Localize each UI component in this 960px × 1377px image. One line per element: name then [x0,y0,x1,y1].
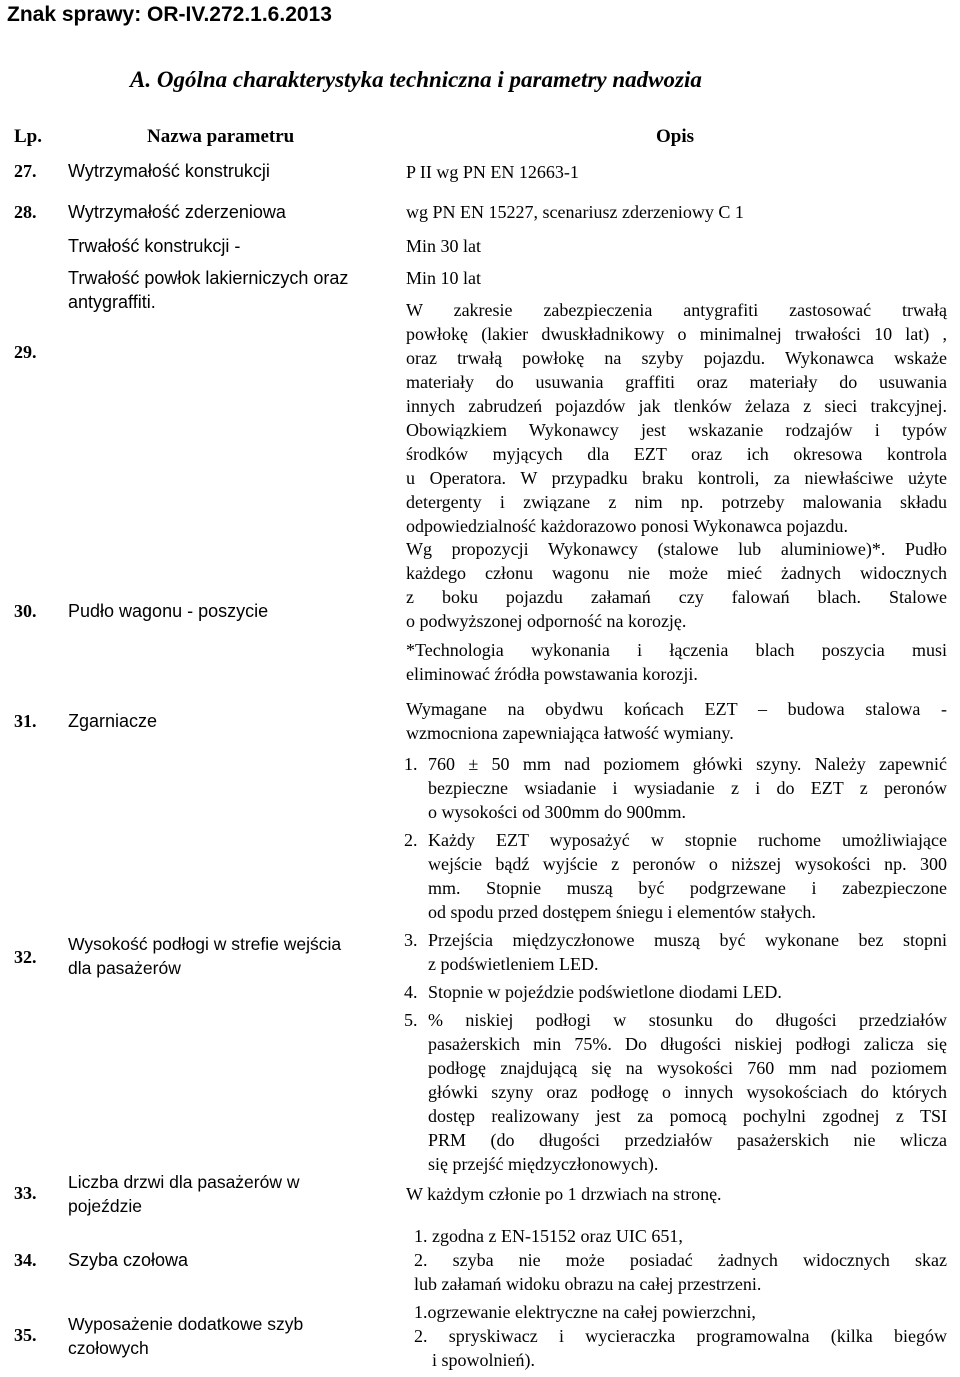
row-29-desc-line: Min 10 lat [406,268,481,288]
row-29-name-line: Trwałość konstrukcji - [68,236,241,256]
row-29-desc-line: Obowiązkiem Wykonawcy jest wskazanie rodzajów i typów [406,420,947,440]
row-27-description: P II wg PN EN 12663-1 [406,162,579,182]
row-34-name: Szyba czołowa [68,1250,189,1270]
list-item-line: z podświetleniem LED. [428,954,599,974]
list-item-line: Przejścia międzyczłonowe muszą być wykonane bez stopni [428,930,947,950]
list-item-line: Każdy EZT wyposażyć w stopnie ruchome umożliwiające [428,830,947,850]
row-30-desc-line: o podwyższonej odporność na korozję. [406,611,687,631]
row-27-number: 27. [14,161,37,181]
list-item-line: się przejść międzyczłonowych). [428,1154,659,1174]
row-35-desc-line: 2. spryskiwacz i wycieraczka programowalna (kilka biegów [414,1326,947,1346]
row-30-desc-line: eliminować źródła powstawania korozji. [406,664,698,684]
list-item-line: od spodu przed dostępem śniegu i elementów stałych. [428,902,816,922]
row-29-desc-line: Min 30 lat [406,236,481,256]
row-35-description [414,1300,947,1372]
list-item [404,828,947,924]
row-29-desc-line: detergenty i związane z nim np. potrzeby malowania składu [406,492,947,512]
row-29-name-line: antygraffiti. [68,292,156,312]
row-30-name: Pudło wagonu - poszycie [68,601,269,621]
header-parameter-name: Nazwa parametru [147,126,295,147]
list-item [404,928,947,976]
row-35-name-line: czołowych [68,1338,149,1358]
list-item-line: o wysokości od 300mm do 900mm. [428,802,687,822]
row-27-name: Wytrzymałość konstrukcji [68,161,270,181]
row-29-desc-line: materiały do usuwania graffiti oraz materiały do usuwania [406,372,947,392]
section-title: A. Ogólna charakterystyka techniczna i parametry nadwozia [130,67,702,92]
list-item-line: pasażerskich min 75%. Do długości niskiej podłogi zalicza się [428,1034,947,1054]
case-reference: Znak sprawy: OR-IV.272.1.6.2013 [7,3,332,26]
row-31-desc-line: wzmocniona zapewniająca łatwość wymiany. [406,723,734,743]
row-28-number: 28. [14,202,37,222]
row-34-desc-line: 2. szyba nie może posiadać żadnych widocznych skaz [414,1250,947,1270]
list-item [404,1008,947,1176]
row-30-desc-line: każdego członu wagonu nie może mieć żadnych widocznych [406,563,947,583]
row-35-desc-line: 1.ogrzewanie elektryczne na całej powierzchni, [414,1302,756,1322]
row-33-name-line: pojeździe [68,1196,142,1216]
list-item-line: PRM (do długości przedziałów pasażerskich nie wlicza [428,1130,947,1150]
list-item-line: główki szyny oraz podłogę o innych wysokościach do których [428,1082,947,1102]
row-33-name [68,1170,388,1218]
row-35-name [68,1312,388,1360]
row-30-desc-line: z boku pojazdu załamań czy falowań blach. Stalowe [406,587,947,607]
row-30-number: 30. [14,601,37,621]
row-30-desc-line: *Technologia wykonania i łączenia blach poszycia musi [406,640,947,660]
list-item-line: dostęp realizowany jest za pomocą pochylni zgodnej z TSI [428,1106,947,1126]
list-item-number: 1. [404,754,418,774]
row-29-name-line: Trwałość powłok lakierniczych oraz [68,268,349,288]
row-33-number: 33. [14,1183,37,1203]
row-33-description: W każdym członie po 1 drzwiach na stronę. [406,1184,722,1204]
list-item [404,752,947,824]
row-33-name-line: Liczba drzwi dla pasażerów w [68,1172,300,1192]
row-28-name: Wytrzymałość zderzeniowa [68,202,286,222]
row-29-desc-line: powłokę (lakier dwuskładnikowy o minimalnej trwałości 10 lat) , [406,324,947,344]
list-item-number: 3. [404,930,418,950]
row-31-name: Zgarniacze [68,711,158,731]
list-item-line: 760 ± 50 mm nad poziomem główki szyny. Należy zapewnić [428,754,947,774]
row-34-desc-line: lub załamań widoku obrazu na całej przestrzeni. [414,1274,762,1294]
row-30-desc-line: Wg propozycji Wykonawcy (stalowe lub aluminiowe)*. Pudło [406,539,947,559]
list-item-line: wejście bądź wyjście z peronów o niższej wysokości np. 300 [428,854,947,874]
row-29-desc-line: odpowiedzialność każdorazowo ponosi Wykonawca pojazdu. [406,516,848,536]
list-item-number: 4. [404,982,418,1002]
row-31-desc-line: Wymagane na obydwu końcach EZT – budowa stalowa - [406,699,947,719]
row-32-name [68,932,388,980]
row-34-number: 34. [14,1250,37,1270]
row-34-description [414,1224,947,1296]
list-item-text [428,752,947,824]
row-29-desc-line: oraz trwałą powłokę na szyby pojazdu. Wykonawca wskaże [406,348,947,368]
row-35-name-line: Wyposażenie dodatkowe szyb [68,1314,304,1334]
list-item-text [428,828,947,924]
list-item-line: % niskiej podłogi w stosunku do długości przedziałów [428,1010,947,1030]
row-35-desc-line: i spowolnień). [432,1350,535,1370]
list-item-line: bezpieczne wsiadanie i wysiadanie z i do EZT z peronów [428,778,947,798]
row-31-number: 31. [14,711,37,731]
row-31-description [406,697,947,745]
row-32-name-line: dla pasażerów [68,958,181,978]
header-description: Opis [656,126,695,147]
list-item-text [428,928,947,976]
list-item-line: Stopnie w pojeździe podświetlone diodami LED. [428,982,782,1002]
row-28-description: wg PN EN 15227, scenariusz zderzeniowy C 1 [406,202,744,222]
row-34-desc-line: 1. zgodna z EN-15152 oraz UIC 651, [414,1226,683,1246]
row-29-desc-line: u Operatora. W przypadku braku kontroli, za niewłaściwe użyte [406,468,947,488]
row-32-description-list [404,752,947,1176]
list-item-line: podłogę znajdującą się na wysokości 760 mm nad poziomem [428,1058,947,1078]
row-29-number: 29. [14,342,37,362]
list-item-text [428,980,947,1004]
list-item-line: mm. Stopnie muszą być podgrzewane i zabezpieczone [428,878,947,898]
list-item-text [428,1008,947,1176]
row-35-number: 35. [14,1325,37,1345]
row-32-name-line: Wysokość podłogi w strefie wejścia [68,934,342,954]
list-item-number: 2. [404,830,418,850]
header-lp: Lp. [14,126,42,147]
list-item-number: 5. [404,1010,418,1030]
row-30-description [406,537,947,686]
list-item [404,980,947,1004]
row-29-description [406,234,947,538]
row-29-desc-line: W zakresie zabezpieczenia antygrafiti zastosować trwałą [406,300,947,320]
row-29-name [68,234,388,314]
row-32-number: 32. [14,947,37,967]
row-29-desc-line: innych zabrudzeń pojazdów jak tlenków żelaza z sieci trakcyjnej. [406,396,947,416]
row-29-desc-line: środków myjących dla EZT oraz ich okresowa kontrola [406,444,947,464]
